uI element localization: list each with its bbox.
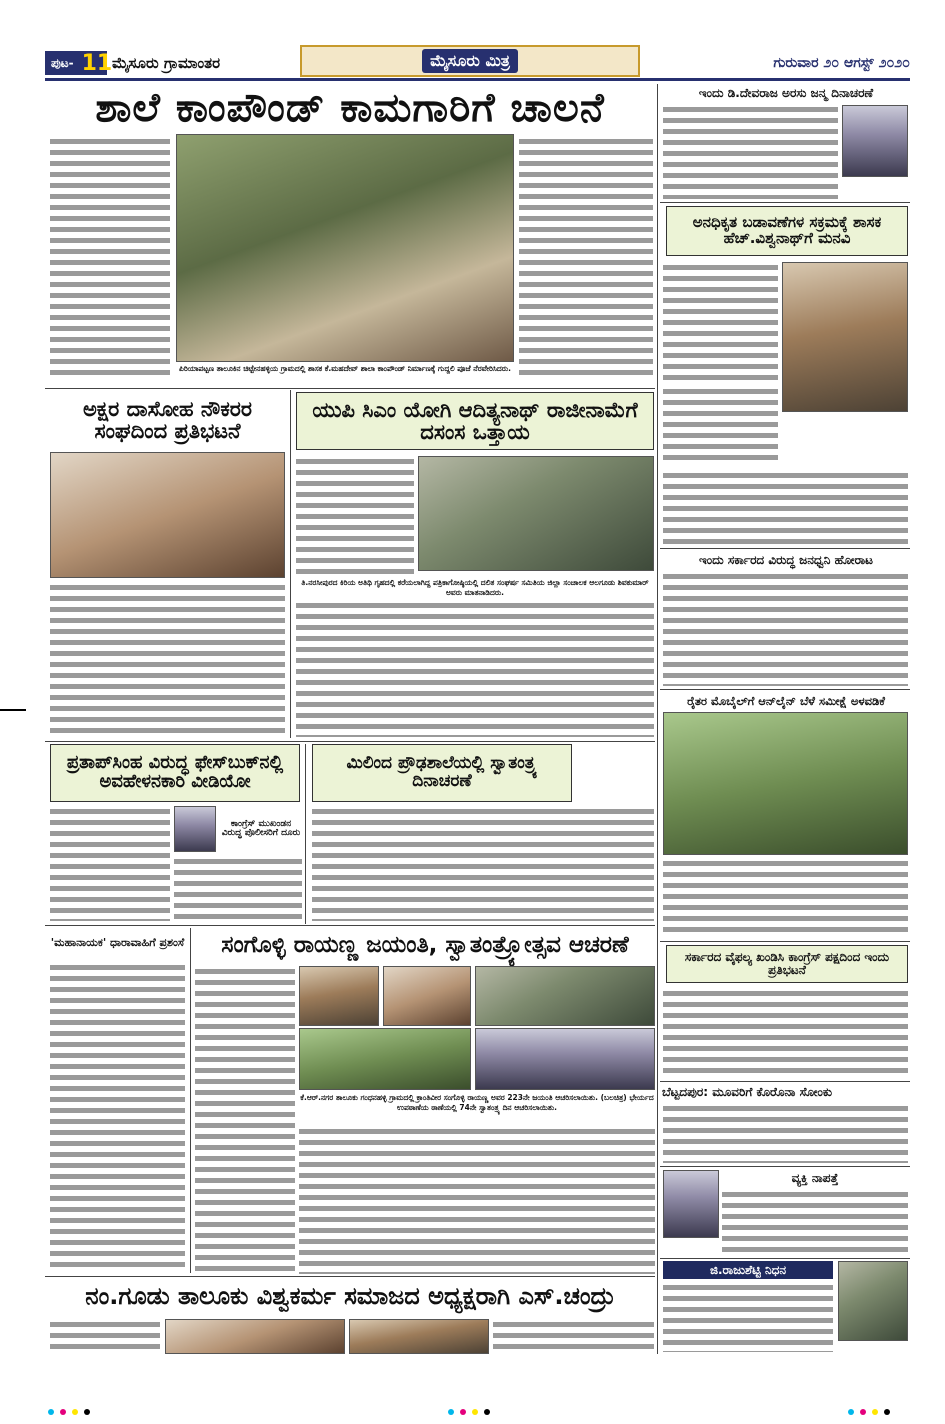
page-label: ಪುಟ-: [51, 55, 74, 70]
missing-body: [722, 1189, 908, 1255]
page-number-badge: [45, 50, 113, 76]
masthead-rule: [45, 78, 910, 81]
rayanna-photo-1: [299, 966, 379, 1026]
independence-body: [312, 806, 654, 921]
protest-headline: ಇಂದು ಸರ್ಕಾರದ ವಿರುದ್ಧ ಜನಧ್ವನಿ ಹೋರಾಟ: [699, 552, 873, 567]
divider: [660, 941, 910, 942]
flood-headline: ಸರ್ಕಾರದ ವೈಫಲ್ಯ ಖಂಡಿಸಿ ಕಾಂಗ್ರೆಸ್ ಪಕ್ಷದಿಂದ ಇಂದು ಪ್ರತಿಭಟನೆ: [666, 945, 908, 983]
obituary-body: [663, 1282, 833, 1352]
divider: [660, 1258, 910, 1259]
rayanna-photo-3: [475, 966, 655, 1026]
rayanna-photo-5: [475, 1028, 655, 1090]
yogi-photo-caption: ತಿ.ನರಸೀಪುರದ ಕಿರಿಯ ಅತಿಥಿ ಗೃಹದಲ್ಲಿ ಕರೆಯಲಾಗಿದ್ದ ಪತ್ರಿಕಾಗೋಷ್ಠಿಯಲ್ಲಿ ದಲಿತ ಸಂಘರ್ಷ ಸಮಿತಿಯ ಜಿಲ್ಲಾ ಸಂಚಾಲಕ ಆಲಗೂಡು ಶಿವಕುಮಾರ್ ಅವರು ಮಾತನಾಡಿದರು.: [301, 578, 649, 597]
corona-headline: ಬೆಟ್ಟದಪುರ: ಮೂವರಿಗೆ ಕೊರೊನಾ ಸೋಂಕು: [662, 1085, 833, 1100]
divider: [660, 1081, 910, 1082]
yogi-photo: [418, 456, 654, 571]
divider: [45, 388, 655, 389]
divider: [45, 741, 655, 742]
vishwakarma-body-col1: [50, 1319, 160, 1354]
corona-body: [663, 1103, 908, 1163]
divider: [660, 1166, 910, 1167]
akshara-photo: [50, 452, 285, 578]
akshara-headline: ಅಕ್ಷರ ದಾಸೋಹ ನೌಕರರ ಸಂಘದಿಂದ ಪ್ರತಿಭಟನೆ: [82, 396, 253, 443]
column-divider: [290, 390, 291, 738]
main-body-col1: [50, 136, 170, 381]
rayanna-photo-caption: ಕೆ.ಆರ್.ನಗರ ತಾಲೂಕು ಗಂಧನಹಳ್ಳಿ ಗ್ರಾಮದಲ್ಲಿ ಕ್ರಾಂತಿವೀರ ಸಂಗೊಳ್ಳಿ ರಾಯಣ್ಣ ಅವರ 223ನೇ ಜಯಂತಿ ಆಚರಿಸಲಾಯಿತು. (ಬಲಚಿತ್ರ) ಭೇರ್ಯದ ಉಪಠಾಣೆಯ ಠಾಣೆಯಲ್ಲಿ 74ನೇ ಸ್ವಾತಂತ್ರ್ಯ ದಿನ ಆಚರಿಸಲಾಯಿತು.: [300, 1093, 654, 1112]
pratap-body-b: [174, 856, 302, 921]
obituary-photo: [838, 1261, 908, 1341]
illegal-layout-headline: ಅನಧಿಕೃತ ಬಡಾವಣೆಗಳ ಸಕ್ರಮಕ್ಕೆ ಶಾಸಕ ಹೆಚ್.ವಿಶ್ವನಾಥ್‌ಗೆ ಮನವಿ: [666, 206, 908, 256]
edge-marker: [0, 709, 26, 711]
mahanayaka-body: [50, 962, 185, 1272]
section-name: ಮೈಸೂರು ಗ್ರಾಮಾಂತರ: [112, 54, 221, 72]
mahanayaka-headline: 'ಮಹಾನಾಯಕ' ಧಾರಾವಾಹಿಗೆ ಪ್ರಶಂಸೆ: [50, 936, 185, 950]
newspaper-logo: [300, 45, 640, 77]
main-body-col3: [519, 136, 653, 381]
divider: [45, 925, 655, 926]
main-photo: [176, 134, 514, 362]
main-photo-caption: ಪಿರಿಯಾಪಟ್ಟಣ ತಾಲೂಕಿನ ಚಿಟ್ಟೇನಹಳ್ಳಿಯ ಗ್ರಾಮದಲ್ಲಿ ಶಾಸಕ ಕೆ.ಮಹದೇವ್ ಶಾಲಾ ಕಾಂಪೌಂಡ್ ನಿರ್ಮಾಣಕ್ಕೆ ಗುದ್ದಲಿ ಪೂಜೆ ನೆರವೇರಿಸಿದರು.: [179, 364, 511, 373]
rayanna-headline: ಸಂಗೊಳ್ಳಿ ರಾಯಣ್ಣ ಜಯಂತಿ, ಸ್ವಾತಂತ್ರ್ಯೋತ್ಸವ ಆಚರಣೆ: [221, 931, 629, 958]
yogi-headline: ಯುಪಿ ಸಿಎಂ ಯೋಗಿ ಆದಿತ್ಯನಾಥ್ ರಾಜೀನಾಮೆಗೆ ದಸಂಸ ಒತ್ತಾಯ: [296, 392, 654, 450]
brand-name: ಮೈಸೂರು ಮಿತ್ರ: [422, 49, 518, 73]
devaraj-portrait: [842, 105, 908, 177]
obituary-headline: ಜಿ.ರಾಜುಶೆಟ್ಟಿ ನಿಧನ: [663, 1261, 833, 1279]
rayanna-body-col2: [299, 1126, 655, 1274]
vishwakarma-headline: ನಂ.ಗೂಡು ತಾಲೂಕು ವಿಶ್ವಕರ್ಮ ಸಮಾಜದ ಅಧ್ಯಕ್ಷರಾಗಿ ಎಸ್.ಚಂದ್ರು: [85, 1282, 615, 1311]
rayanna-photo-4: [299, 1028, 471, 1090]
divider: [660, 548, 910, 549]
rayanna-body-col1: [195, 966, 295, 1276]
devaraj-headline: ಇಂದು ಡಿ.ದೇವರಾಜ ಅರಸು ಜನ್ಮ ದಿನಾಚರಣೆ: [698, 85, 874, 100]
divider: [660, 689, 910, 690]
vishwakarma-photo-1: [165, 1319, 345, 1354]
illegal-layout-body-b: [663, 386, 778, 466]
divider: [45, 1276, 655, 1277]
illegal-layout-body-c: [663, 470, 908, 545]
registration-marks-right: [845, 1400, 893, 1419]
independence-headline: ಮಿಲಿಂದ ಪ್ರೌಢಶಾಲೆಯಲ್ಲಿ ಸ್ವಾತಂತ್ರ್ಯ ದಿನಾಚರಣೆ: [312, 744, 572, 802]
registration-marks-center: [445, 1400, 493, 1419]
missing-person-photo: [663, 1170, 719, 1238]
pratap-body-a: [50, 806, 170, 921]
flood-body: [663, 988, 908, 1078]
main-headline: ಶಾಲೆ ಕಾಂಪೌಂಡ್ ಕಾಮಗಾರಿಗೆ ಚಾಲನೆ: [95, 85, 605, 131]
complaint-headline: ಕಾಂಗ್ರೆಸ್ ಮುಖಂಡನ ವಿರುದ್ಧ ಪೊಲೀಸರಿಗೆ ದೂರು: [221, 818, 301, 838]
farmers-body: [663, 858, 908, 938]
issue-date: ಗುರುವಾರ ೨೦ ಆಗಸ್ಟ್ ೨೦೨೦: [773, 55, 910, 71]
rayanna-photo-2: [383, 966, 471, 1026]
vishwakarma-photo-2: [349, 1319, 489, 1354]
pratap-portrait: [174, 806, 216, 852]
devaraj-body: [663, 104, 838, 199]
vishwakarma-body-col2: [493, 1319, 654, 1354]
farmers-headline: ರೈತರ ಮೊಬೈಲ್‌ಗೆ ಆನ್‌ಲೈನ್ ಬೆಳೆ ಸಮೀಕ್ಷೆ ಅಳವಡಿಕೆ: [687, 693, 885, 708]
yogi-body-col2: [296, 600, 654, 737]
illegal-layout-body-a: [663, 262, 778, 382]
pratap-headline: ಪ್ರತಾಪ್‌ಸಿಂಹ ವಿರುದ್ಧ ಫೇಸ್‌ಬುಕ್‌ನಲ್ಲಿ ಅವಹೇಳನಕಾರಿ ವೀಡಿಯೋ: [50, 744, 300, 802]
illegal-layout-photo: [782, 262, 908, 412]
column-divider: [657, 84, 658, 1354]
registration-marks-left: [45, 1400, 93, 1419]
column-divider: [190, 928, 191, 1273]
divider: [660, 202, 910, 203]
farmers-photo: [663, 712, 908, 855]
akshara-body: [50, 582, 285, 737]
yogi-body-col1: [296, 456, 414, 576]
column-divider: [305, 744, 306, 924]
page-number: 11: [81, 50, 113, 76]
protest-body: [663, 571, 908, 686]
missing-headline: ವ್ಯಕ್ತಿ ನಾಪತ್ತೆ: [791, 1171, 839, 1186]
